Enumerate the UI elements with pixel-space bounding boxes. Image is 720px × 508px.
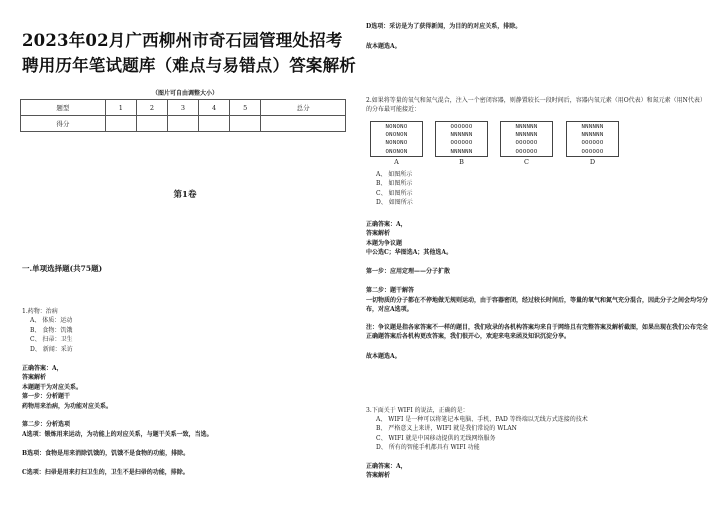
analysis-line: 本题题干为对应关系。 bbox=[22, 383, 83, 391]
diagram-label-a: A bbox=[394, 158, 399, 166]
q3-answer-block bbox=[366, 462, 708, 481]
question-1 bbox=[22, 307, 352, 354]
option-a: A、 如图所示 bbox=[376, 171, 413, 178]
analysis-label: 答案解析 bbox=[366, 230, 391, 238]
diagram-box-d: NNNNNN NNNNNN OOOOOO OOOOOO bbox=[566, 121, 619, 157]
diagram-label-b: B bbox=[459, 158, 464, 166]
score-cell bbox=[105, 116, 136, 132]
q2-final-answer: 故本题选A。 bbox=[366, 353, 401, 360]
question-stem: 1.药物：治病 bbox=[22, 308, 58, 315]
score-cell: 2 bbox=[136, 100, 167, 116]
q2-options bbox=[376, 170, 718, 208]
q1-option-b-analysis: B选项：食物是用来消除饥饿的，饥饿不是食物的功能，排除。 bbox=[22, 450, 190, 457]
volume-heading: 第1卷 bbox=[173, 190, 197, 200]
q1-step2: 第二步：分析选项 bbox=[22, 421, 71, 428]
analysis-line: 药物用来治病，为功能对应关系。 bbox=[22, 402, 113, 410]
option-d: D、 如图所示 bbox=[376, 199, 413, 207]
question-2-stem: 2.如果将等量的氧气和氮气混合，注入一个密闭容器，则静置较长一段时间后，容器内氧元素（用O代表）和氮元素（用N代表）的分布最可能接近： bbox=[366, 97, 706, 114]
q1-option-c-analysis: C选项：扫帚是用来打扫卫生的，卫生不是扫帚的功能，排除。 bbox=[22, 469, 189, 476]
q2-step2: 第二步：题干解答 bbox=[366, 287, 415, 294]
option-c: C、 WIFI 就是中国移动提供的无线网络服务 bbox=[376, 434, 496, 442]
diagram-box-b: OOOOOO NNNNNN OOOOOO NNNNNN bbox=[435, 121, 488, 157]
score-cell bbox=[136, 116, 167, 132]
score-table-row bbox=[21, 116, 346, 132]
image-note: （图片可自由调整大小） bbox=[151, 90, 218, 97]
score-table-header-row bbox=[21, 100, 346, 116]
q1-option-a-analysis: A选项：锻炼用来运动，为功能上的对应关系，与题干关系一致，当选。 bbox=[22, 431, 213, 438]
q2-step2-text: 一切物质的分子都在不停地做无规则运动，由于容器密闭，经过较长时间后，等量的氧气和氮气充分混合，因此分子之间会均匀分布，对应A选项。 bbox=[366, 297, 709, 314]
answer-line: 正确答案：A， bbox=[366, 221, 407, 228]
analysis-label: 答案解析 bbox=[366, 472, 391, 480]
q2-dispute-note: 注：争议题是指各家答案不一样的题目，我们收录的各机构答案均来自于网络且有完整答案及解析截图，如果出现在我们公布完全正确题答案后各机构更改答案，我们很开心，欢迎来电来函及知识沉淀分享。 bbox=[366, 324, 709, 341]
option-b: B、 如图所示 bbox=[376, 180, 413, 188]
q1-answer-block bbox=[22, 364, 360, 411]
q1-final-answer: 故本题选A。 bbox=[366, 43, 401, 50]
left-column bbox=[16, 0, 354, 508]
score-cell: 3 bbox=[167, 100, 198, 116]
score-cell bbox=[199, 116, 230, 132]
score-cell: 题型 bbox=[21, 100, 106, 116]
q3-options bbox=[376, 415, 708, 453]
score-cell bbox=[167, 116, 198, 132]
q1-option-d-analysis: D选项：采访是为了获得新闻，为目的的对应关系，排除。 bbox=[366, 23, 522, 30]
score-cell: 4 bbox=[199, 100, 230, 116]
document-title: 2023年02月广西柳州市奇石园管理处招考聘用历年笔试题库（难点与易错点）答案解析 bbox=[22, 31, 356, 75]
option-c: C、 扫帚：卫生 bbox=[30, 336, 73, 344]
option-a: A、 体质：运动 bbox=[30, 317, 73, 325]
diagram-label-d: D bbox=[589, 158, 596, 166]
answer-line: 正确答案：A， bbox=[22, 365, 63, 372]
score-cell: 得分 bbox=[21, 116, 106, 132]
option-c: C、 如图所示 bbox=[376, 189, 413, 197]
question-3-stem: 3.下面关于 WIFI 的说法，正确的是： bbox=[366, 407, 469, 414]
analysis-label: 答案解析 bbox=[22, 374, 47, 382]
score-cell: 总分 bbox=[261, 100, 346, 116]
right-column bbox=[366, 0, 708, 508]
diagram-box-a: NONONO ONONON NONONO ONONON bbox=[370, 121, 423, 157]
answer-line: 正确答案：A， bbox=[366, 463, 407, 470]
analysis-line: 本题为争议题 bbox=[366, 239, 403, 247]
diagram-options bbox=[370, 121, 636, 165]
score-table bbox=[20, 99, 346, 132]
option-b: B、 严格意义上来讲，WIFI 就是我们常说的 WLAN bbox=[376, 425, 517, 433]
option-d: D、 新闻：采访 bbox=[30, 345, 73, 353]
diagram-label-c: C bbox=[524, 158, 529, 166]
diagram-box-c: NNNNNN NNNNNN OOOOOO OOOOOO bbox=[500, 121, 553, 157]
q2-step1: 第一步：应用定理——分子扩散 bbox=[366, 268, 451, 275]
analysis-line: 中公选C；华图选A；其他选A。 bbox=[366, 249, 453, 257]
score-cell bbox=[230, 116, 261, 132]
option-b: B、 食物：饥饿 bbox=[30, 326, 73, 334]
option-a: A、 WIFI 是一种可以将笔记本电脑、手机、PAD 等终端以无线方式连接的技术 bbox=[376, 416, 588, 423]
score-cell: 1 bbox=[105, 100, 136, 116]
option-d: D、 所有的智能手机都具有 WIFI 功能 bbox=[376, 444, 480, 452]
q2-answer-block bbox=[366, 220, 708, 258]
score-cell: 5 bbox=[230, 100, 261, 116]
analysis-line: 第一步：分析题干 bbox=[22, 393, 71, 401]
section-heading: 一.单项选择题(共75题) bbox=[22, 264, 103, 273]
score-cell bbox=[261, 116, 346, 132]
